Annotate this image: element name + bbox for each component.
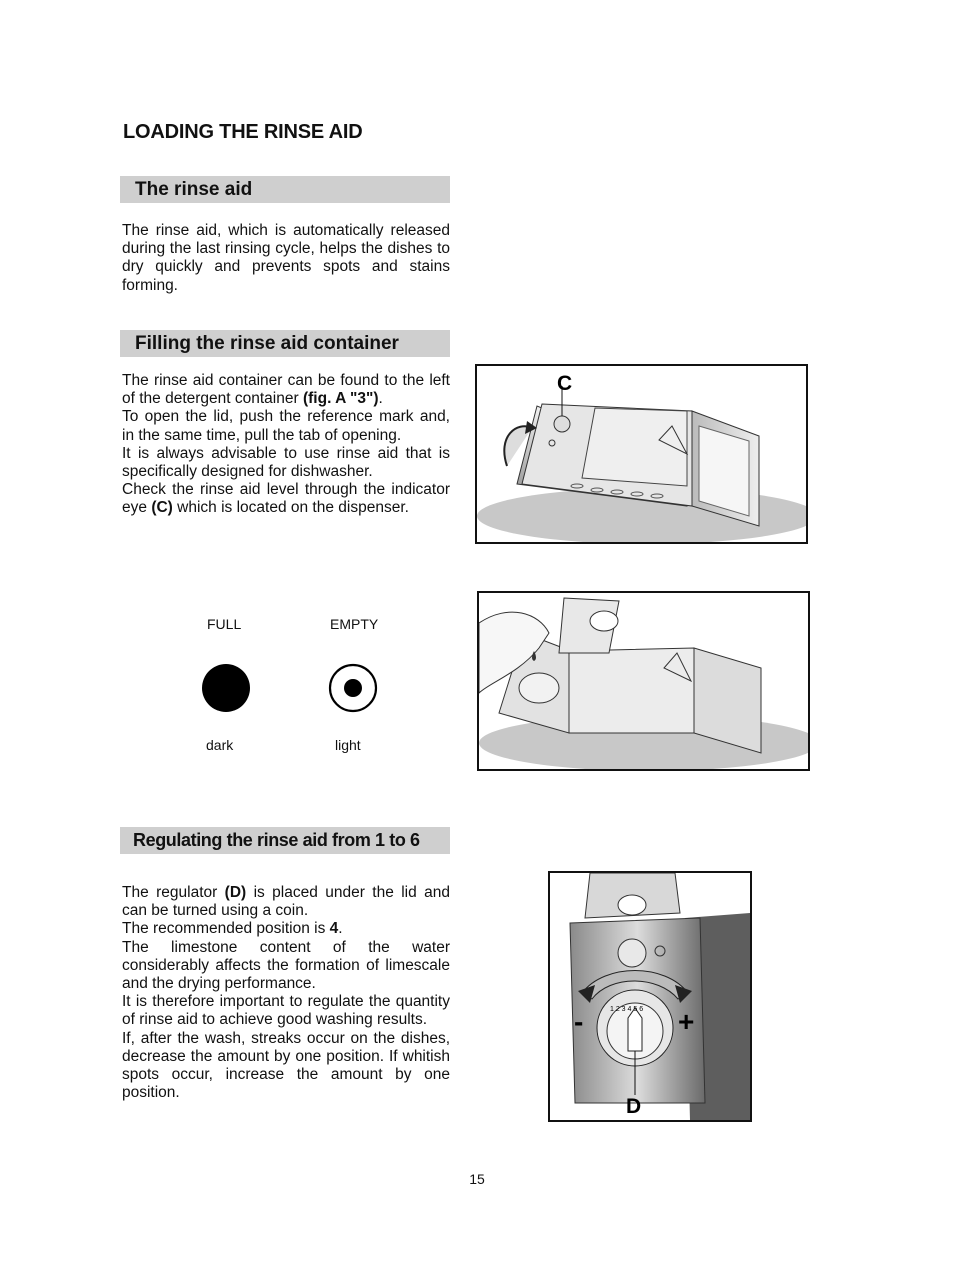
section-heading-filling: Filling the rinse aid container xyxy=(120,330,450,357)
regulating-p2-end: . xyxy=(338,920,343,938)
section-heading-regulating: Regulating the rinse aid from 1 to 6 xyxy=(120,827,450,854)
rinse-aid-text: The rinse aid, which is automatically released during the last rinsing cycle, helps the dishes to dry quickly and prevents spots and stains forming. xyxy=(122,222,450,294)
regulating-text-2 xyxy=(122,920,450,938)
filling-text-4 xyxy=(122,481,450,517)
fig-reference: (fig. A "3") xyxy=(302,390,379,408)
regulator-reference: (D) xyxy=(224,884,247,901)
indicator-reference: (C) xyxy=(151,499,173,517)
page-title: LOADING THE RINSE AID xyxy=(123,121,363,143)
filling-paragraph xyxy=(122,372,450,518)
filling-p1-text: The rinse aid container can be found to the left of the detergent container xyxy=(122,372,450,408)
regulating-text-4: It is therefore important to regulate the quantity of rinse aid to achieve good washing results. xyxy=(122,993,450,1029)
regulating-p2-text: The recommended position is xyxy=(122,920,330,938)
filling-p4-end: which is located on the dispenser. xyxy=(172,499,409,517)
filling-p4-text: Check the rinse aid level through the indicator eye xyxy=(122,481,450,517)
recommended-position: 4 xyxy=(329,920,339,938)
minus-label: - xyxy=(574,1006,584,1037)
regulator-d-label: D xyxy=(626,1095,642,1118)
dispenser-filling-drawing xyxy=(479,593,808,769)
regulating-text-5: If, after the wash, streaks occur on the dishes, decrease the amount by one position. If whitish spots occur, increase the amount by one position. xyxy=(122,1029,450,1102)
regulating-p1-end: is placed under the lid and can be turned using a coin. xyxy=(122,884,450,920)
regulator-dial-drawing xyxy=(550,873,750,1120)
rinse-aid-paragraph xyxy=(122,222,450,295)
dial-numbers: 1 2 3 4 5 6 xyxy=(610,1006,644,1013)
filling-text-3: It is always advisable to use rinse aid that is specifically designed for dishwasher. xyxy=(122,444,450,481)
regulating-text-3: The limestone content of the water considerably affects the formation of limescale and the drying performance. xyxy=(122,938,450,993)
page-number: 15 xyxy=(469,1171,485,1187)
empty-indicator-icon xyxy=(327,662,381,716)
full-indicator-icon xyxy=(200,662,254,716)
section-heading-rinse-aid: The rinse aid xyxy=(120,176,450,203)
filling-text-2: To open the lid, push the reference mark and, in the same time, pull the tab of opening. xyxy=(122,408,450,444)
regulator-dial-figure xyxy=(548,871,752,1122)
dark-label: dark xyxy=(206,737,234,753)
regulating-paragraph xyxy=(122,884,450,1102)
dispenser-closed-figure xyxy=(475,364,808,544)
light-label: light xyxy=(335,737,361,753)
regulating-text-1 xyxy=(122,884,450,920)
dispenser-filling-figure xyxy=(477,591,810,771)
dispenser-closed-drawing xyxy=(477,366,806,542)
regulating-p1-text: The regulator xyxy=(122,884,225,901)
filling-text-1 xyxy=(122,372,450,408)
empty-label: EMPTY xyxy=(330,616,379,632)
full-label: FULL xyxy=(207,616,242,632)
filling-p1-end: . xyxy=(378,390,383,408)
indicator-c-label: C xyxy=(557,372,573,395)
plus-label: + xyxy=(678,1006,695,1037)
